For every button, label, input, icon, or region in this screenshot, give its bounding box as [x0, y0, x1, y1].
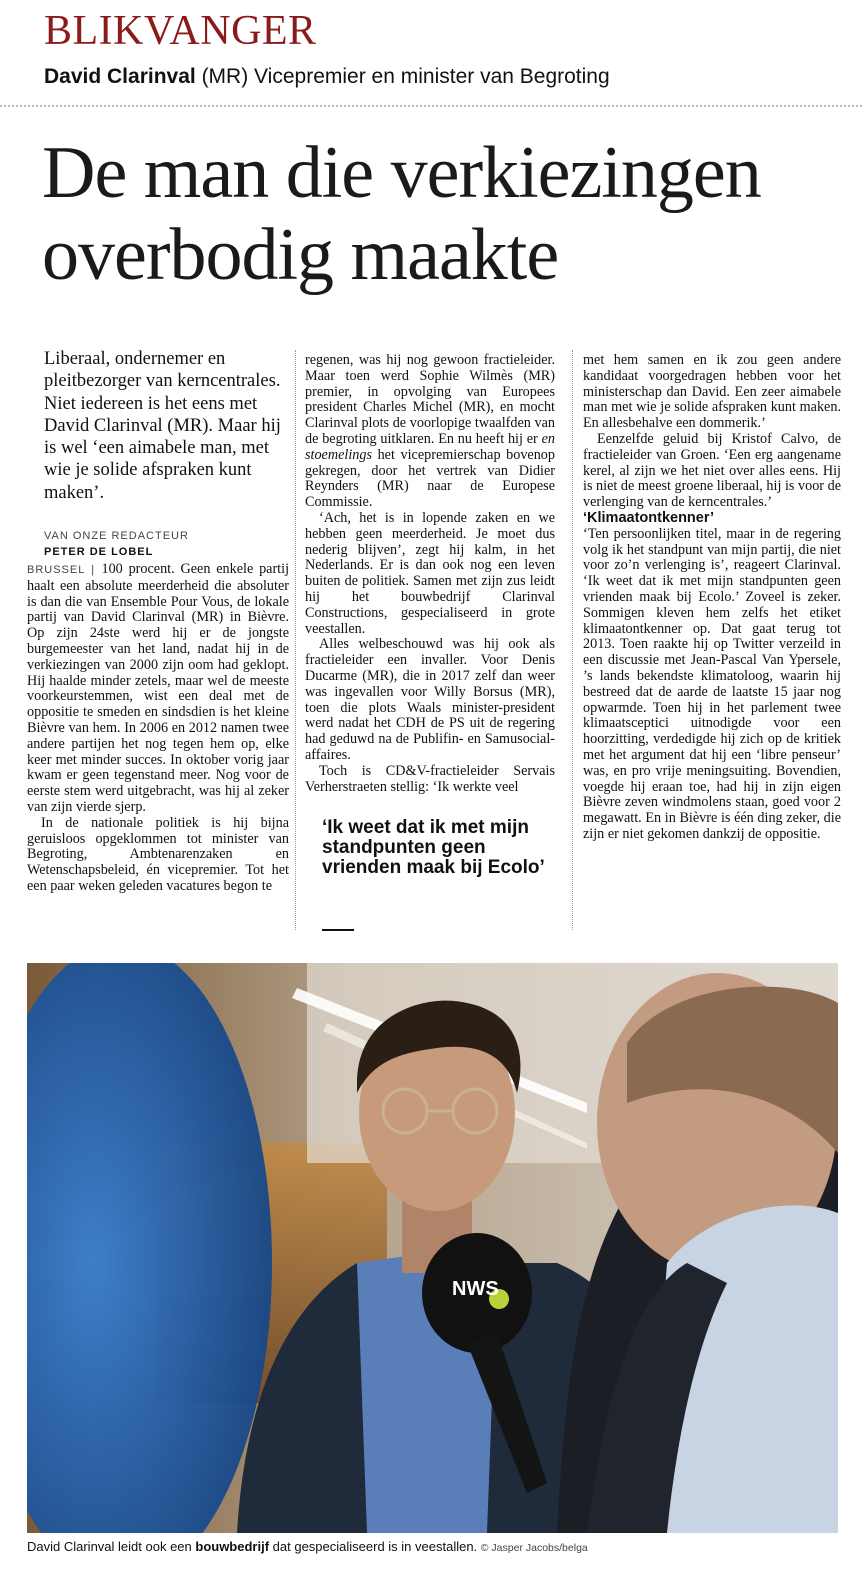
paragraph-text: het vicepremierschap bovenop gekregen, door het vertrek van Didier Reynders (MR) naar de Europese Commissie.: [305, 446, 555, 511]
article-paragraph: ‘Ten persoonlijken titel, maar in de regering volg ik het standpunt van mijn partij, die niet voor zo’n verlenging is’, reageert Clarinval. ‘Ik weet dat ik met mijn standpunten geen vrienden maak bij Ecolo.’ Zoveel is zeker. Sommigen kleven hem zelfs het etiket klimaatontkenner op. Dat gaat terug tot 2013. Toen raakte hij op Twitter verzeild in een discussie met Jean-Pascal Van Ypersele, ’s lands bekendste klimatoloog, waarin hij bestreed dat de aarde de laatste 15 jaar nog opwarmde. Toen hij in het parlement twee klimaatsceptici uitnodigde voor een hoorzitting, verdedigde hij zich op de kritiek met het argument dat hij een ‘libre penseur’ was, en pro vrije meningsuiting. Bovendien, voegde hij eraan toe, had hij in zijn eigen Bièvre zeven windmolens staan, goed voor 2 megawatt. En in Bièvre is één ding zeker, die zijn er niet gekomen dankzij de oppositie.: [583, 525, 841, 842]
paragraph-text: 100 procent. Geen enkele partij haalt een absolute meerderheid die absoluter is dan die van Ensemble Pour Vous, de lokale partij van David Clarinval (MR) in Bièvre. Op zijn 24ste werd hij er de jongste burgemeester van het land, nadat hij in de verkiezingen van 2000 zijn oom had geklopt. Hij haalde minder zetels, maar wel de meeste voorkeurstemmen, wist een deal met de oppositie te smeden en sindsdien is het kleine Bièvre van hem. In 2006 en 2012 namen twee andere partijen het nog tegen hem op, elke keer met minder succes. In oktober vorig jaar kwam er geen tegenstand meer. Nog voor de eerste stem werd uitgebracht, was hij al zeker van zijn vierde sjerp.: [27, 561, 290, 815]
column-separator: [572, 350, 573, 930]
column-separator: [295, 350, 296, 930]
byline-label: VAN ONZE REDACTEUR: [44, 530, 189, 542]
article-paragraph: Eenzelfde geluid bij Kristof Calvo, de fractieleider van Groen. ‘Een erg aangename kerel, al zijn we het niet over alles eens. Hij is niet de meest groene liberaal, hij is voor de verlenging van de kerncentrales.’: [583, 430, 841, 511]
pull-quote-rule: [322, 929, 354, 931]
paragraph-text: regenen, was hij nog gewoon fractieleider. Maar toen werd Sophie Wilmès (MR) premier, in opvolging van Europees president Charles Michel (MR), en mocht Clarinval plots de voorlopige twaalfden van de begroting uitklaren. En nu heeft hij er: [305, 352, 555, 447]
caption-bold: bouwbedrijf: [195, 1539, 270, 1554]
article-paragraph: [305, 353, 555, 511]
section-rubric: BLIKVANGER: [44, 8, 317, 54]
subrubric: [44, 64, 610, 89]
article-photo: [27, 963, 838, 1533]
caption-text: David Clarinval leidt ook een: [27, 1539, 196, 1554]
headline: De man die verkiezingen overbodig maakte: [42, 132, 761, 296]
caption-text: dat gespecialiseerd is in veestallen.: [269, 1539, 481, 1554]
article-paragraph: Toch is CD&V-fractieleider Servais Verherstraeten stellig: ‘Ik werkte veel: [305, 762, 555, 795]
emphasis-text: en stoemelings: [305, 430, 555, 463]
photo-credit: © Jasper Jacobs/belga: [480, 1542, 588, 1554]
subject-role: (MR) Vicepremier en minister van Begroting: [195, 65, 610, 88]
lead-paragraph: Liberaal, ondernemer en pleitbezorger van kerncentrales. Niet iedereen is het eens met David Clarinval (MR). Maar hij is wel ‘een aimabele man, met wie je solide afspraken kunt maken’.: [44, 349, 281, 503]
dateline: BRUSSEL |: [27, 564, 102, 576]
article-paragraph: met hem samen en ik zou geen andere kandidaat voorgedragen hebben voor het ministerschap dan David. Een zeer aimabele man met wie je solide afspraken kunt maken. En allesbehalve een dommerik.’: [583, 352, 841, 432]
photo-illustration: [27, 963, 838, 1533]
article-paragraph: Alles welbeschouwd was hij ook als fractieleider een invaller. Voor Denis Ducarme (MR), die in 2017 zelf dan weer was ingevallen voor Willy Borsus (MR), toen die plots Waals minister-president werd nadat het CDH de PS uit de regering had geduwd na de Publifin- en Samusocial-affaires.: [305, 636, 555, 763]
pull-quote: ‘Ik weet dat ik met mijn standpunten geen vrienden maak bij Ecolo’: [322, 817, 545, 878]
mic-logo: NWS: [452, 1278, 499, 1300]
article-column-1: [27, 562, 289, 895]
photo-caption: [27, 1539, 588, 1554]
subject-name: David Clarinval: [44, 65, 196, 88]
article-paragraph: In de nationale politiek is hij bijna geruisloos opgeklommen tot minister van Begroting, Ambtenarenzaken en Wetenschapsbeleid, én vicepremier. Tot het een paar weken geleden vacatures begon te: [27, 814, 289, 894]
section-subhead: ‘Klimaatontkenner’: [583, 509, 715, 526]
article-column-2: [305, 353, 555, 795]
byline-author: PETER DE LOBEL: [44, 546, 154, 558]
article-column-3: [583, 353, 841, 843]
dotted-divider: [0, 105, 862, 107]
article-paragraph: [27, 562, 289, 816]
article-paragraph: ‘Ach, het is in lopende zaken en we hebben geen meerderheid. Je moet dus nederig blijven’, zegt hij kalm, in het Nederlands. Er is dan ook nog een leven buiten de politiek. Samen met zijn zus leidt hij het bouwbedrijf Clarinval Constructions, gespecialiseerd in grote veestallen.: [305, 509, 555, 637]
